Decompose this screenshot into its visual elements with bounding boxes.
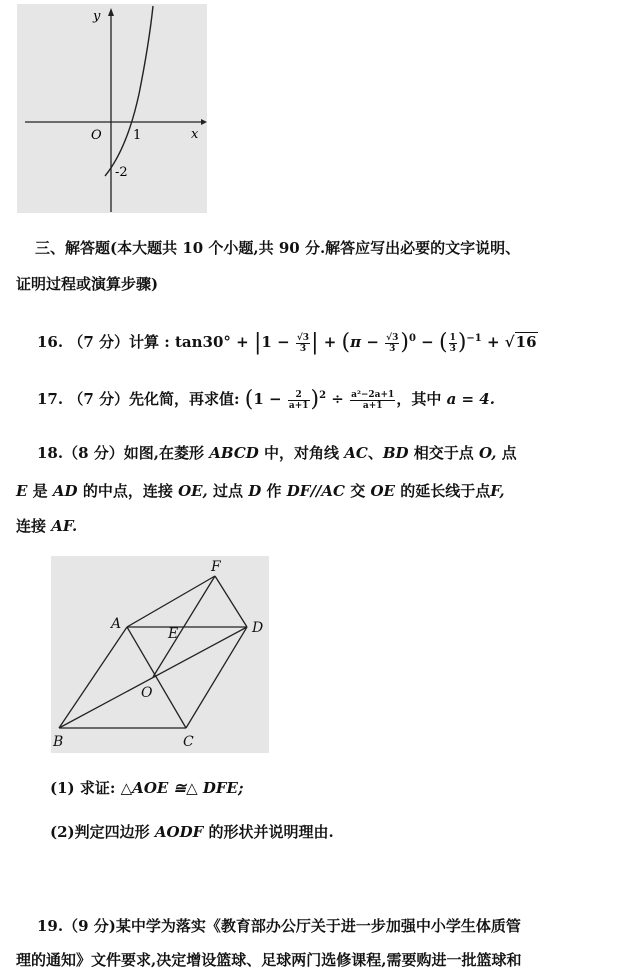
q16-minus-3: − [421,333,434,351]
function-graph-figure [17,4,207,213]
label-B: B [53,734,64,750]
function-graph [17,4,207,213]
segment-DC [186,627,247,728]
q16-exp-zero: 0 [408,333,416,344]
segment-BA [59,627,127,728]
q16-tan: tan30° [175,333,231,351]
q17-frac-1: $\frac{2}{a+1}$ [288,389,309,411]
label-A: A [111,616,122,632]
rhombus-diagram [51,556,269,753]
rhombus-figure [51,556,269,753]
segment-DF [215,576,247,627]
question-18-part1: (1) 求证: △AOE ≅△ DFE; [50,779,244,797]
question-16: 16. （7 分）计算 : tan30° + |1 − $\frac{√3}{3}$ | + (π − $\frac{√3}{3}$ )$^0$ − ( $\frac{1}{3}$ )$^{-1}$ + √16 [37,330,537,355]
y-axis-label: y [93,9,101,24]
section-heading-line2: 证明过程或演算步骤) [16,275,159,293]
label-F: F [211,559,221,575]
q16-minus-1: − [277,333,290,351]
question-18-line2: E 是 AD 的中点，连接 OE, 过点 D 作 DF//AC 交 OE 的延长线于点F, [16,482,505,500]
x-tick-label: 1 [133,128,142,143]
q17-one: 1 [253,390,264,408]
question-17: 17. （7 分）先化简，再求值: (1 − $\frac{2}{a+1}$ )$^2$ ÷ $\frac{\text{a²−2a+1}}{a+1}$ ，其中 a = 4. [37,387,495,412]
question-18-line1: 18.（8 分）如图,在菱形 ABCD 中，对角线 AC、BD 相交于点 O, 点 [37,444,517,462]
diagonal-AC [127,627,186,728]
label-O: O [141,685,153,701]
q16-pi: π [350,333,362,351]
question-19-line1: 19.（9 分)某中学为落实《教育部办公厅关于进一步加强中小学生体质管 [37,917,521,935]
q17-minus: − [269,390,282,408]
x-axis-label: x [191,127,199,142]
diagonal-BD [59,627,247,728]
question-19-line2: 理的通知》文件要求,决定增设篮球、足球两门选修课程,需要购进一批篮球和 [16,951,522,969]
x-axis-arrow [201,119,207,125]
q16-number: 16. [37,333,64,351]
label-D: D [252,620,264,636]
q17-exp: 2 [319,390,327,401]
origin-label: O [91,128,102,143]
q17-text: （7 分）先化简，再求值: [68,390,240,408]
q16-one: 1 [261,333,272,351]
q16-frac-1: $\frac{√3}{3}$ [296,332,310,354]
q17-condition: a = 4. [446,390,495,408]
q17-div: ÷ [331,390,344,408]
q16-minus-2: − [366,333,379,351]
q16-plus-3: + [487,333,500,351]
q16-plus-2: + [323,333,337,351]
q17-number: 17. [37,390,64,408]
y-tick-label: -2 [115,165,128,180]
q16-exp-neg1: −1 [466,333,482,344]
y-axis-arrow [108,8,114,16]
q17-frac-2: $\frac{\text{a²−2a+1}}{a+1}$ [351,389,395,411]
function-curve [105,6,153,176]
q16-frac-2: $\frac{√3}{3}$ [386,332,399,354]
q16-score: （7 分）计算 : [68,333,170,351]
q16-sqrt16: 16 [515,333,537,351]
section-heading-line1: 三、解答题(本大题共 10 个小题,共 90 分.解答应写出必要的文字说明、 [35,239,521,257]
question-18-line3: 连接 AF. [16,517,78,535]
q17-where: ，其中 [396,390,442,408]
label-E: E [168,626,179,642]
q16-plus-1: + [236,333,249,351]
segment-AF [127,576,215,627]
label-C: C [183,734,194,750]
question-18-part2: (2)判定四边形 AODF 的形状并说明理由. [50,823,334,841]
q16-frac-3: $\frac{1}{3}$ [449,332,456,354]
